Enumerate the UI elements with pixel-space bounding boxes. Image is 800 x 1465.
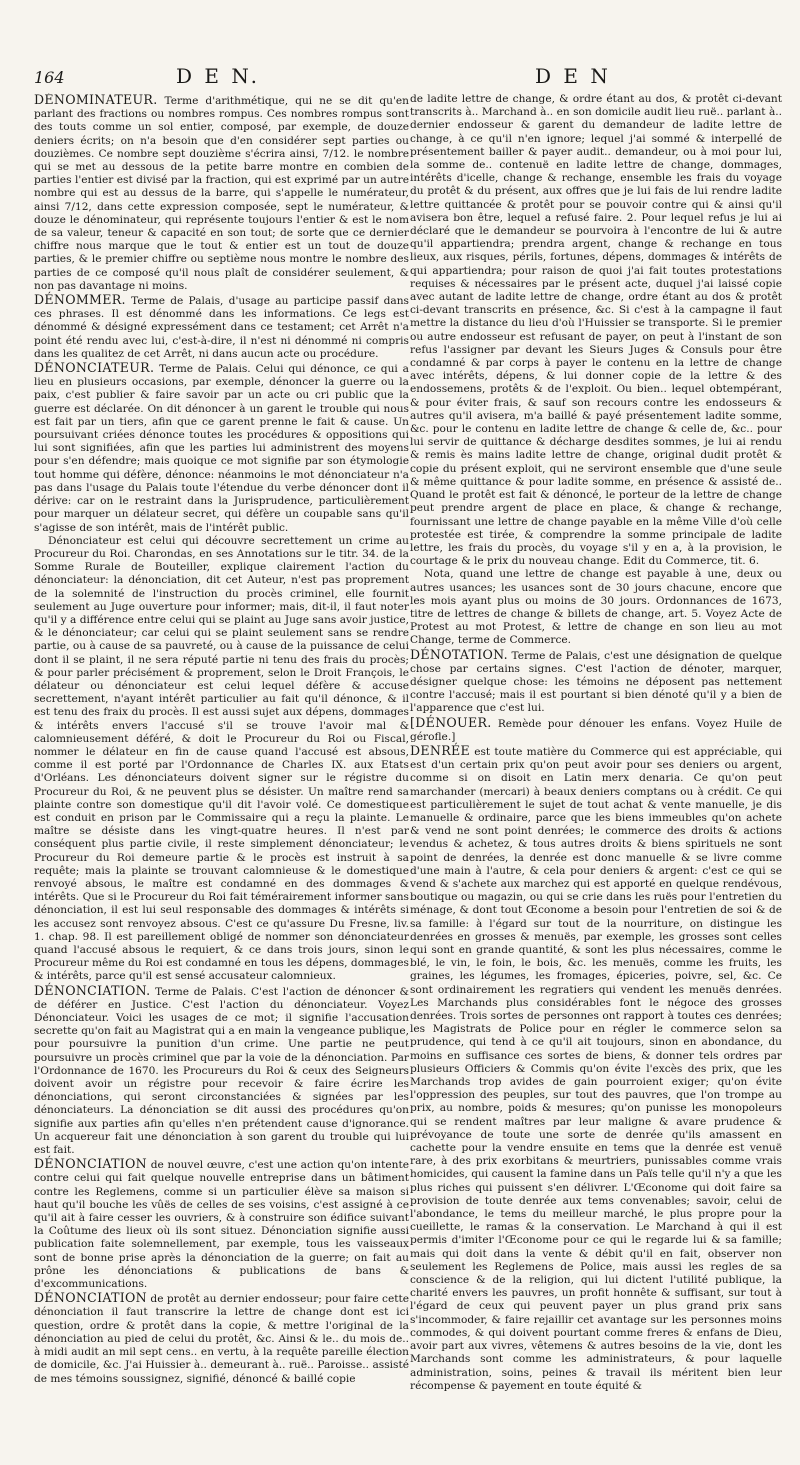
entry-headword: DENRÉE [410,742,470,758]
dictionary-entry [410,744,782,1393]
entry-text: Terme de Palais, c'est une désignation de quelque chose par certains signes. C'est l'action de dénoter, marquer, désigner quelque chose: les témoins ne déposent pas nettement contre l'accusé; mais il est pourtant si bien dénoté qu'il y a bien de l'apparence que c'est lui. [410,649,782,715]
entry-headword: DÉNONCIATION. [34,982,151,998]
entry-headword: DÉNONCIATION [34,1290,147,1306]
dictionary-entry [410,648,782,716]
entry-headword: [DÉNOUER. [410,714,492,730]
running-head-left: D E N. [176,64,260,88]
entry-text: est toute matière du Commerce qui est appréciable, qui est d'un certain prix qu'on peut avoir pour ses deniers ou argent, comme si on disoit en Latin merx denaria. Ce qu'on peut marchander (mercari) à beaux deniers comptans ou à crédit. Ce qui est particulièrement le sujet de tout achat & vente manuelle, je dis manuelle & ordinaire, parce que les biens immeubles qu'on achete & vend ne sont point denrées; le commerce des droits & actions vendus & achetez, & tous autres droits & biens spirituels ne sont point de denrées, la denrée est donc manuelle & se livre comme d'une main à l'autre, & cela pour deniers & argent: c'est ce qui se vend & s'achete aux marchez qui est apporté en quelque rendévous, boutique ou magazin, ou qui se crie dans les ruës pour l'entretien du ménage, & dont tout Œconome a besoin pour l'entretien de soi & de sa famille: à l'égard sur tout de la nourriture, on distingue les denrées en grosses & menuës, par exemple, les grosses sont celles qui sont en grande quantité, & sont les plus nécessaires, comme le blé, le vin, le foin, le bois, &c. les menuës, comme les fruits, les graines, les légumes, les fromages, épiceries, poivre, sel, &c. Ce sont ordinairement les regratiers qui vendent les menuës denrées. Les Marchands plus considérables font le négoce des grosses denrées. Trois sortes de personnes ont rapport à toutes ces denrées; les Magistrats de Police pour en régler le commerce selon sa prudence, qui tend à ce qu'il ait toujours, sinon en abondance, du moins en suffisance ces sortes de biens, & donner tels ordres par plusieurs Officiers & Commis qu'on évite l'excès des prix, que les Marchands trop avides de gain pourroient exiger; qu'on évite l'oppression des peuples, sur tout des pauvres, que l'on trompe au prix, au nombre, poids & mesures; qu'on punisse les monopoleurs qui se rendent maîtres par leur maligne & avare prudence & prévoyance de toute une sorte de denrée qu'ils amassent en cachette pour la vendre ensuite en tems que la denrée est venuë rare, à des prix exorbitans & meurtriers, punissables comme vrais homicides, qui causent la famine dans un Païs telle qu'il n'y a que les plus riches qui puissent s'en délivrer. L'Œconome qui doit faire sa provision de toute denrée aux tems convenables; savoir, celui de l'abondance, le tems du meilleur marché, le plus propre pour la cueillette, le ramas & la conservation. Le Marchand à qui il est permis d'imiter l'Œconome pour ce qui le regarde lui & sa famille; mais qui doit dans la vente & débit qu'il en fait, observer non seulement les Reglemens de Police, mais aussi les regles de sa conscience & de la religion, qui lui dictent l'utilité publique, la charité envers les pauvres, un profit honnête & suffisant, sur tout à l'égard de ceux qui peuvent payer un plus grand prix sans s'incommoder, & faire rejaillir cet avantage sur les personnes moins commodes, & qui doivent pourtant comme freres & enfans de Dieu, avoir part aux vivres, vêtemens & autres besoins de la vie, dont les Marchands sont comme les administrateurs, & pour laquelle administration, soins, peines & travail ils méritent bien leur récompense & payement en toute équité & [410,745,782,1392]
entry-headword: DÉNOMMER. [34,292,126,308]
page-header [0,62,800,92]
page-number: 164 [34,68,65,87]
entry-text: de protêt au dernier endosseur; pour faire cette dénonciation il faut transcrire la lettre de change dont est ici question, ordre & protêt dans la copie, & mettre l'original de la dénonciation au pied de celui du protêt, &c. Ainsi & le.. du mois de.. à midi audit an mil sept cens.. en vertu, à la requête pareille élection de domicile, &c. J'ai Huissier à.. demeurant à.. ruë.. Paroisse.. assisté de mes témoins soussignez, signifié, dénoncé & baillé copie [34,1293,409,1385]
dictionary-entry [410,716,782,744]
dictionary-entry [34,1157,409,1291]
entry-headword: DÉNONCIATEUR. [34,360,155,376]
dictionary-entry [34,93,409,293]
dictionary-entry [34,984,409,1158]
entry-text: de nouvel œuvre, c'est une action qu'on intente contre celui qui fait quelque nouvelle entreprise dans un bâtiment contre les Reglemens, comme si un particulier élève sa maison si haut qu'il bouche les vûës de celles de ses voisins, c'est assigné à ce qu'il ait à faire cesser les ouvriers, & à construire son édifice suivant la Coûtume des lieux où ils sont situez. Dénonciation signifie aussi publication faite solemnellement, par exemple, tous les vaisseaux sont de bonne prise après la dénonciation de la guerre; on fait au prône les dénonciations & publications de bans & d'excommunications. [34,1159,409,1291]
entry-text: Terme de Palais. C'est l'action de dénoncer & de déférer en Justice. C'est l'action du dénonciateur. Voyez Dénonciateur. Voici les usages de ce mot; il signifie l'accusation secrette qu'on fait au Magistrat qui a en main la vengeance publique, pour poursuivre la punition d'un crime. Une partie ne peut poursuivre un procès criminel que par la voie de la dénonciation. Par l'Ordonnance de 1670. les Procureurs du Roi & ceux des Seigneurs doivent avoir un régistre pour recevoir & faire écrire les dénonciations, qui seront circonstanciées & signées par les dénonciateurs. La dénonciation se dit aussi des procédures qu'on signifie aux parties afin qu'elles n'en prétendent cause d'ignorance. Un acquereur fait une dénonciation à son garent du trouble qui lui est fait. [34,985,409,1157]
entry-headword: DÉNONCIATION [34,1156,147,1172]
dictionary-entry [34,293,409,361]
entry-headword: DÉNOMINATEUR. [34,93,158,107]
right-column [410,93,782,1443]
dictionary-entry [410,93,782,568]
entry-text: Nota, quand une lettre de change est payable à une, deux ou autres usances; les usances sont de 30 jours chacune, encore que les mois ayant plus ou moins de 30 jours. Ordonnances de 1673, titre de lettres de change & billets de change, art. 5. Voyez Acte de Protest au mot Protest, & lettre de change en son lieu au mot Change, terme de Commerce. [410,568,782,647]
dictionary-entry [34,1291,409,1385]
dictionary-entry [34,535,409,984]
running-head-right: D E N [535,64,611,88]
dictionary-entry [410,568,782,647]
entry-headword: DÉNOTATION. [410,646,508,662]
entry-text: Dénonciateur est celui qui découvre secrettement un crime au Procureur du Roi. Charondas, en ses Annotations sur le titr. 34. de la Somme Rurale de Bouteiller, explique clairement l'action du dénonciateur: la dénonciation, dit cet Auteur, n'est pas proprement de la solemnité de l'instruction du procès criminel, elle fournit seulement au Juge ouverture pour informer; mais, dit-il, il faut noter qu'il y a différence entre celui qui se plaint au Juge sans avoir justice, & le dénonciateur; car celui qui se plaint seulement sans se rendre partie, ou à cause de sa pauvreté, ou à cause de la puissance de celui dont il se plaint, il ne sera réputé partie ni tenu des frais du procès; & pour parler précisément & proprement, selon le Droit François, le délateur ou dénonciateur est celui lequel défère & accuse secrettement, n'ayant intérêt particulier au fait qu'il dénonce, & il est tenu des fraix du procès. Il est aussi sujet aux dépens, dommages & intérêts envers l'accusé s'il se trouve l'avoir mal & calomnieusement déféré, & doit le Procureur du Roi ou Fiscal, nommer le délateur en fin de cause quand l'accusé est absous, comme il est porté par l'Ordonnance de Charles IX. aux Etats d'Orléans. Les dénonciateurs doivent signer sur le régistre du Procureur du Roi, & ne peuvent plus se désister. Un maître rend sa plainte contre son domestique qu'il dit l'avoir volé. Ce domestique est conduit en prison par le Commissaire qui a reçu la plainte. Le maître se désiste dans les vingt-quatre heures. Il n'est par conséquent plus partie civile, il reste simplement dénonciateur; le Procureur du Roi demeure partie & le procès est instruit à sa requête; mais la plainte se trouvant calomnieuse & le domestique renvoyé absous, le maître est condamné en des dommages & intérêts. Que si le Procureur du Roi fait témérairement informer sans dénonciation, il est lui seul responsable des dommages & intérêts si les accusez sont renvoyez absous. C'est ce qu'assure Du Fresne, liv. 1. chap. 98. Il est pareillement obligé de nommer son dénonciateur quand l'accusé absous le requiert, & ce dans trois jours, sinon le Procureur même du Roi est condamné en tous les dépens, dommages & intérêts, parce qu'il est sensé accusateur calomnieux. [34,534,409,983]
dictionary-entry [34,361,409,535]
entry-text: Terme de Palais. Celui qui dénonce, ce qui a lieu en plusieurs occasions, par exemple, dénoncer la guerre ou la paix, c'est publier & faire savoir par un acte ou cri public que la guerre est déclarée. On dit dénoncer à un garent le trouble qui nous est fait par un tiers, afin que ce garent prenne le fait & cause. Un poursuivant criées dénonce toutes les procédures & oppositions qui lui sont signifiées, afin que les parties lui administrent des moyens pour s'en défendre; mais quoique ce mot signifie par son étymologie tout homme qui défère, dénonce: néanmoins le mot dénonciateur n'a pas dans l'usage du Palais toute l'étendue du verbe dénoncer dont il dérive: car on le restraint dans la Jurisprudence, particulièrement pour marquer un délateur secret, qui défère un coupable sans qu'il s'agisse de son intérêt, mais de l'intérêt public. [34,363,409,534]
entry-text: Terme d'arithmétique, qui ne se dit qu'en parlant des fractions ou nombres rompus. Ces nombres rompus sont des touts comme un sol entier, composé, par exemple, de douze deniers écrits; on n'a besoin que d'en considérer sept parties ou douzièmes. Ce nombre sept douzième s'écrira ainsi, 7/12. le nombre qui se met au dessous de la petite barre montre en combien de parties l'entier est divisé par la fraction, qui est exprimé par un autre nombre qui est au dessus de la barre, qui s'appelle le numérateur, ainsi 7/12, dans cette expression composée, sept le numérateur, & douze le dénominateur, qui représente toujours l'entier & est le nom de sa valeur, teneur & capacité en son tout; de sorte que ce dernier chiffre nous marque que le tout & entier est un tout de douze parties, & le premier chiffre ou septième nous montre le nombre des parties de ce composé qu'il nous plaît de considérer seulement, & non pas davantage ni moins. [34,95,409,292]
left-column [34,93,409,1443]
entry-text: Remède pour dénouer les enfans. Voyez Huile de gérofle.] [410,717,782,743]
entry-text: de ladite lettre de change, & ordre étant au dos, & protêt ci-devant transcrits à.. Marchand à.. en son domicile audit lieu ruë.. parlant à.. dernier endosseur & garent du demandeur de ladite lettre de change, à ce qu'il n'en ignore; lequel j'ai sommé & interpellé de présentement bailler & payer audit.. demandeur, ou à moi pour lui, la somme de.. contenuë en ladite lettre de change, dommages, intérêts d'icelle, change & rechange, ensemble les frais du voyage du protêt & du présent, aux offres que je lui fais de lui rendre ladite lettre quittancée & protêt pour se pouvoir contre qui & ainsi qu'il avisera bon être, lequel a refusé faire. 2. Pour lequel refus je lui ai déclaré que le demandeur se pourvoira à l'encontre de lui & autre qu'il appartiendra; prendra argent, change & rechange en tous lieux, aux risques, périls, fortunes, dépens, dommages & intérêts de qui appartiendra; pour raison de quoi j'ai fait toutes protestations requises & nécessaires par le présent acte, duquel j'ai laissé copie avec autant de ladite lettre de change, ordre étant au dos & protêt ci-devant transcrits en présence, &c. Si c'est à la campagne il faut mettre la distance du lieu d'où l'Huissier se transporte. Si le premier ou autre endosseur est refusant de payer, on peut à l'instant de son refus l'assigner par devant les Sieurs Juges & Consuls pour être condamné & par corps à payer le contenu en la lettre de change avec intérêts, dépens, & lui donner copie de la lettre & des endossemens, protêts & de l'exploit. Ou bien.. lequel obtempérant, & pour éviter frais, & sauf son recours contre les endosseurs & autres qu'il avisera, m'a baillé & payé présentement ladite somme, &c. pour le contenu en ladite lettre de change & celle de, &c.. pour lui servir de quittance & décharge desdites sommes, je lui ai rendu & remis ès mains ladite lettre de change, original dudit protêt & copie du présent exploit, qui ne serviront ensemble que d'une seule & même quittance & pour ladite somme, en présence & assisté de.. Quand le protêt est fait & dénoncé, le porteur de la lettre de change peut prendre argent de place en place, & change & rechange, fournissant une lettre de change payable en la même Ville d'où celle protestée est tirée, & comprendre la somme principale de ladite lettre, les frais du procès, du voyage s'il y en a, à la provision, le courtage & le prix du nouveau change. Edit du Commerce, tit. 6. [410,93,782,568]
entry-text: Terme de Palais, d'usage au participe passif dans ces phrases. Il est dénommé dans les informations. Ce legs est dénommé & désigné expressément dans ce testament; cet Arrêt n'a point été rendu avec lui, c'est-à-dire, il n'est ni dénommé ni compris dans les qualitez de cet Arrêt, ni dans aucun acte ou procédure. [34,295,409,360]
